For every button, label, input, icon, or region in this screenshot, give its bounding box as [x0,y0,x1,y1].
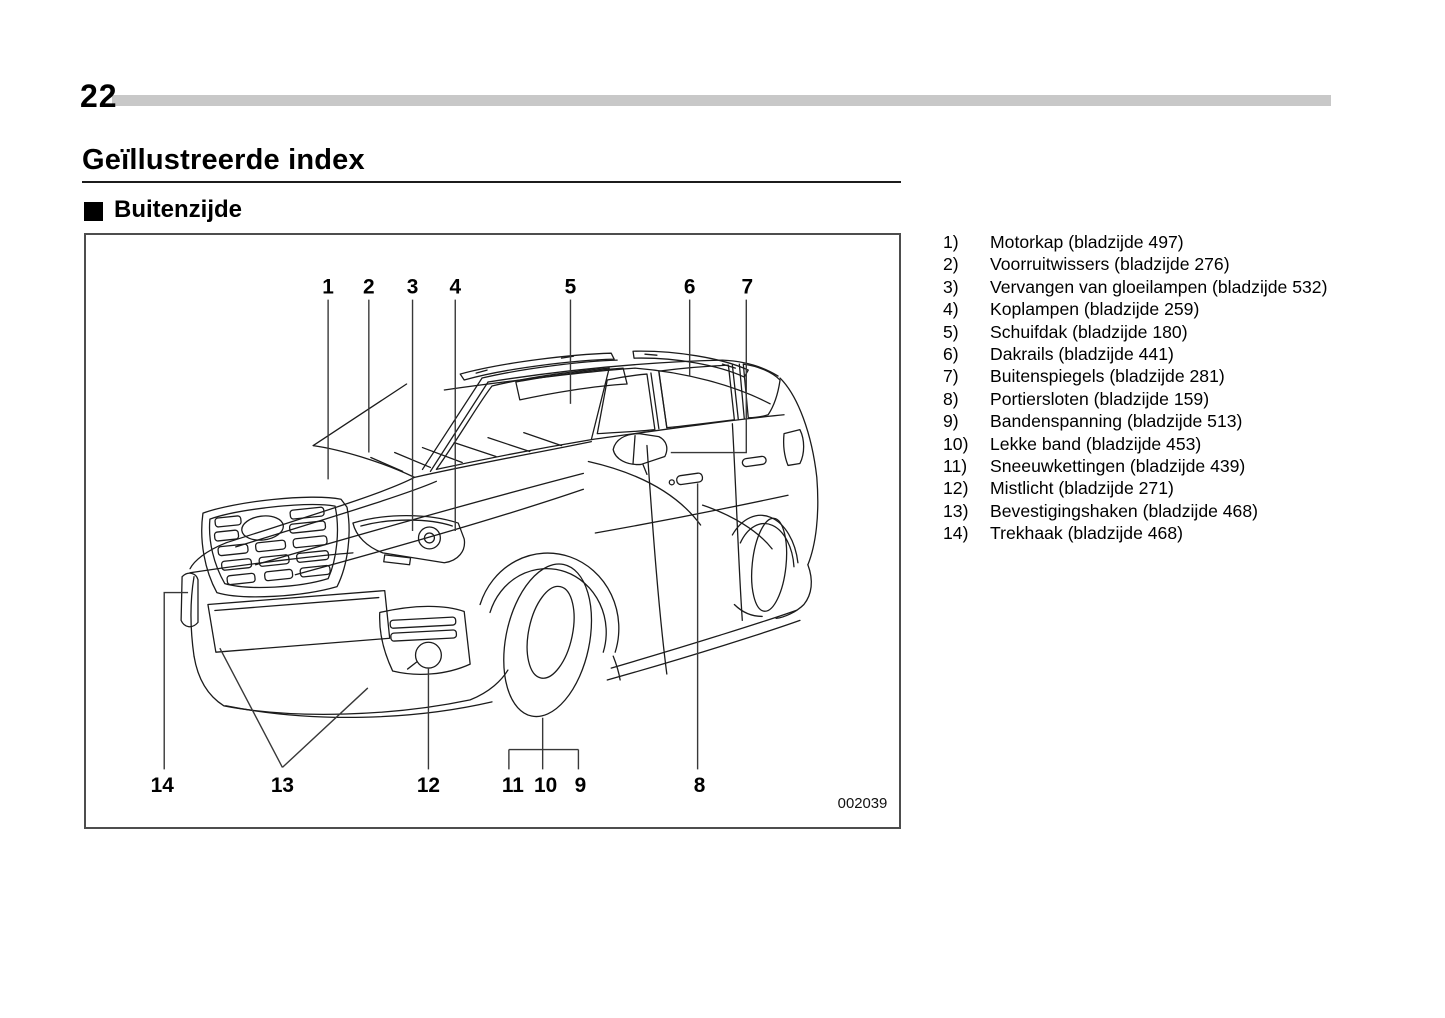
legend-item-number: 11) [943,456,968,477]
legend-item [943,365,1335,387]
callout-number: 12 [416,774,441,798]
legend-item-label: Bandenspanning (bladzijde 513) [990,411,1243,432]
legend-item-number: 1) [943,232,959,252]
legend-item [943,500,1335,522]
legend-item-label: Koplampen (bladzijde 259) [990,299,1200,320]
legend-item [943,253,1335,275]
legend-item-label: Voorruitwissers (bladzijde 276) [990,254,1230,275]
legend-item-label: Sneeuwkettingen (bladzijde 439) [990,456,1246,477]
callout-number: 5 [564,275,577,299]
section-heading [84,196,242,224]
legend-item-number: 10) [943,433,969,454]
legend-item [943,298,1335,320]
legend-item-label: Portiersloten (bladzijde 159) [990,388,1210,409]
callout-number: 8 [693,774,706,798]
legend-item-number: 7) [943,366,959,387]
callout-number: 14 [150,774,174,798]
callout-number: 7 [741,275,754,299]
legend-item-label: Schuifdak (bladzijde 180) [990,321,1188,342]
title-underline [82,181,901,183]
legend-item [943,433,1335,455]
callout-number: 3 [406,275,419,299]
legend-item-label: Vervangen van gloeilampen (bladzijde 532) [990,276,1328,297]
legend-item-label: Dakrails (bladzijde 441) [990,344,1174,365]
legend-item-number: 3) [943,276,959,297]
figure-code: 002039 [837,796,888,813]
page-title: Geïllustreerde index [82,144,365,176]
page-number: 22 [80,78,118,114]
legend-item [943,276,1335,298]
legend-item [943,388,1335,410]
legend-item-number: 13) [943,500,969,521]
legend-item-number: 2) [943,254,959,275]
car-illustration [181,351,818,725]
door-mirror [613,434,667,465]
legend-item-label: Mistlicht (bladzijde 271) [990,478,1174,499]
legend-item-number: 12) [943,478,969,499]
callout-number: 1 [322,275,334,299]
legend-item [943,410,1335,432]
section-square-icon [84,202,103,221]
callout-numbers [151,276,753,798]
legend-item-label: Motorkap (bladzijde 497) [990,232,1184,252]
legend-item [943,455,1335,477]
callout-number: 6 [683,275,696,299]
legend-item [943,321,1335,343]
car-exterior-diagram [86,235,899,827]
callout-number: 2 [363,275,375,299]
legend-item [943,343,1335,365]
callout-number: 10 [534,774,558,798]
legend-item-number: 8) [943,388,959,409]
legend-item-number: 6) [943,344,959,365]
legend-item-number: 5) [943,321,959,342]
legend-item-label: Trekhaak (bladzijde 468) [990,523,1183,544]
callout-number: 9 [574,774,587,798]
legend-item [943,231,1335,253]
header-bar [112,95,1331,106]
legend-item-label: Buitenspiegels (bladzijde 281) [990,366,1225,387]
callout-number: 11 [501,774,524,798]
callout-number: 13 [270,774,295,798]
legend-item [943,522,1335,544]
exterior-figure [84,233,901,829]
legend-item-number: 9) [943,411,959,432]
section-label: Buitenzijde [114,196,243,223]
legend-item-number: 4) [943,299,959,320]
legend-item-number: 14) [943,523,969,544]
legend-item-label: Bevestigingshaken (bladzijde 468) [990,500,1258,521]
legend-item-label: Lekke band (bladzijde 453) [990,433,1202,454]
legend-list [943,231,1335,545]
callout-number: 4 [449,275,462,299]
legend-item [943,477,1335,499]
